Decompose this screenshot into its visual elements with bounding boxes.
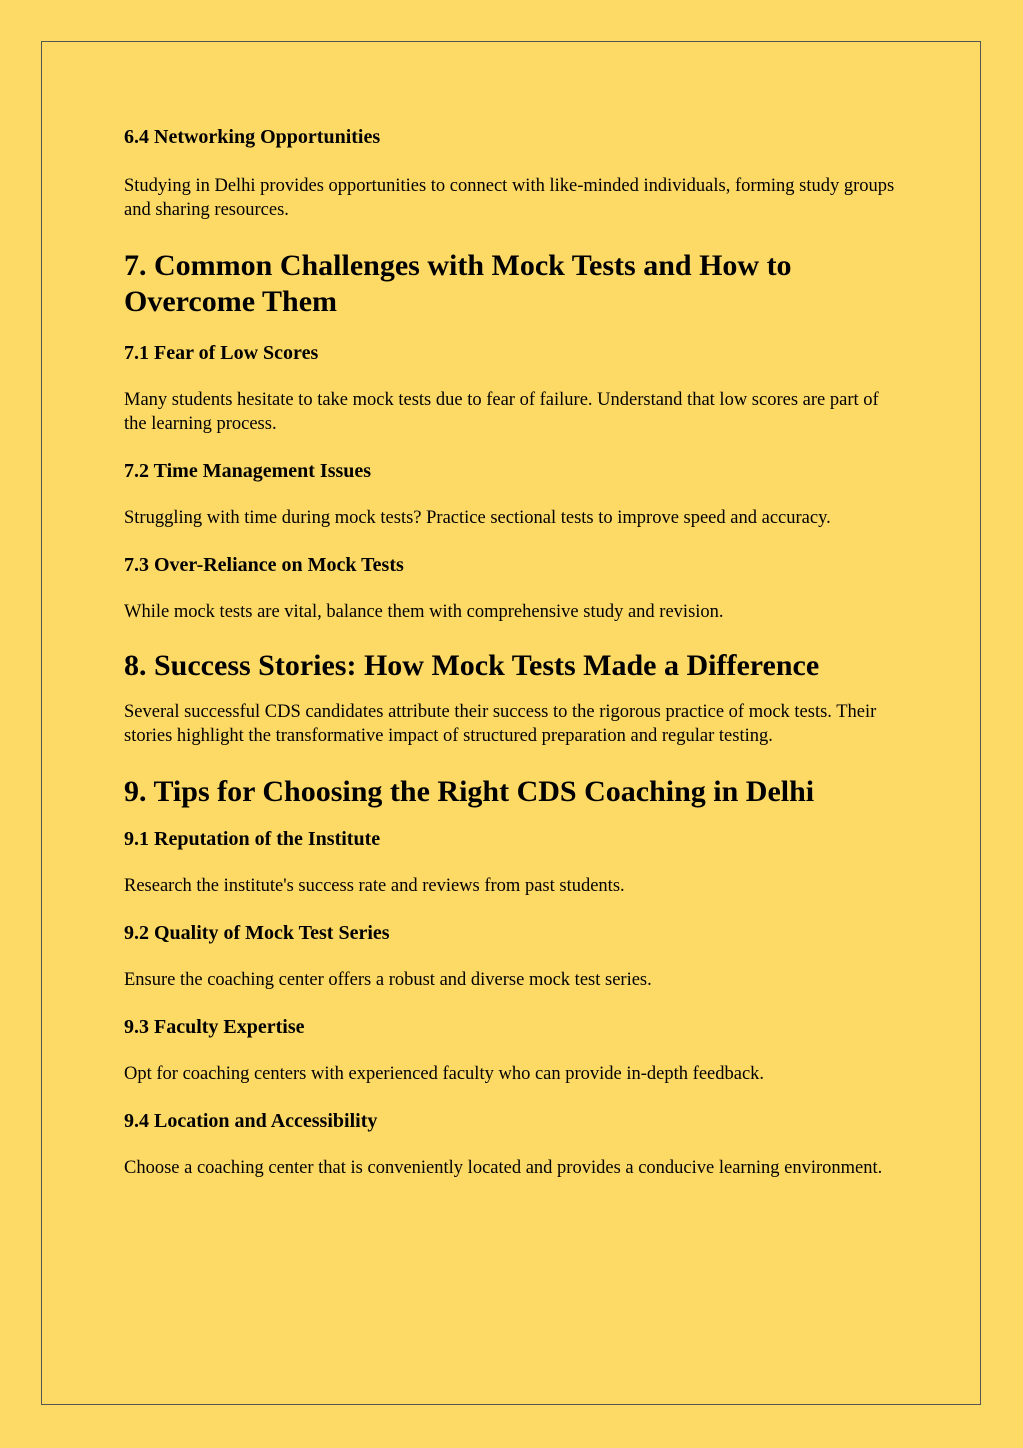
paragraph-7-2: Struggling with time during mock tests? Practice sectional tests to improve speed and accuracy. — [124, 508, 831, 528]
heading-7-1: 7.1 Fear of Low Scores — [124, 342, 319, 364]
paragraph-6-4: Studying in Delhi provides opportunities to connect with like-minded individuals, forming study groups and sharing resources. — [124, 176, 895, 220]
heading-9-2: 9.2 Quality of Mock Test Series — [124, 922, 390, 944]
paragraph-9-2: Ensure the coaching center offers a robust and diverse mock test series. — [124, 970, 652, 990]
heading-6-4: 6.4 Networking Opportunities — [124, 126, 381, 148]
heading-9-3: 9.3 Faculty Expertise — [124, 1016, 305, 1038]
heading-7-3: 7.3 Over-Reliance on Mock Tests — [124, 554, 404, 576]
document-body — [124, 124, 899, 1202]
heading-9: 9. Tips for Choosing the Right CDS Coaching in Delhi — [124, 775, 815, 808]
heading-7: 7. Common Challenges with Mock Tests and How to Overcome Them — [124, 249, 792, 318]
paragraph-9-3: Opt for coaching centers with experienced faculty who can provide in-depth feedback. — [124, 1064, 765, 1084]
paragraph-7-3: While mock tests are vital, balance them with comprehensive study and revision. — [124, 602, 724, 622]
paragraph-9-1: Research the institute's success rate and reviews from past students. — [124, 876, 625, 896]
paragraph-8: Several successful CDS candidates attribute their success to the rigorous practice of mock tests. Their stories highlight the transformative impact of structured preparation and regular testing. — [124, 702, 877, 746]
paragraph-9-4: Choose a coaching center that is conveniently located and provides a conducive learning environment. — [124, 1158, 883, 1178]
heading-9-4: 9.4 Location and Accessibility — [124, 1110, 378, 1132]
heading-7-2: 7.2 Time Management Issues — [124, 460, 372, 482]
paragraph-7-1: Many students hesitate to take mock tests due to fear of failure. Understand that low scores are part of the learning process. — [124, 390, 879, 434]
heading-9-1: 9.1 Reputation of the Institute — [124, 828, 381, 850]
heading-8: 8. Success Stories: How Mock Tests Made a Difference — [124, 649, 820, 682]
